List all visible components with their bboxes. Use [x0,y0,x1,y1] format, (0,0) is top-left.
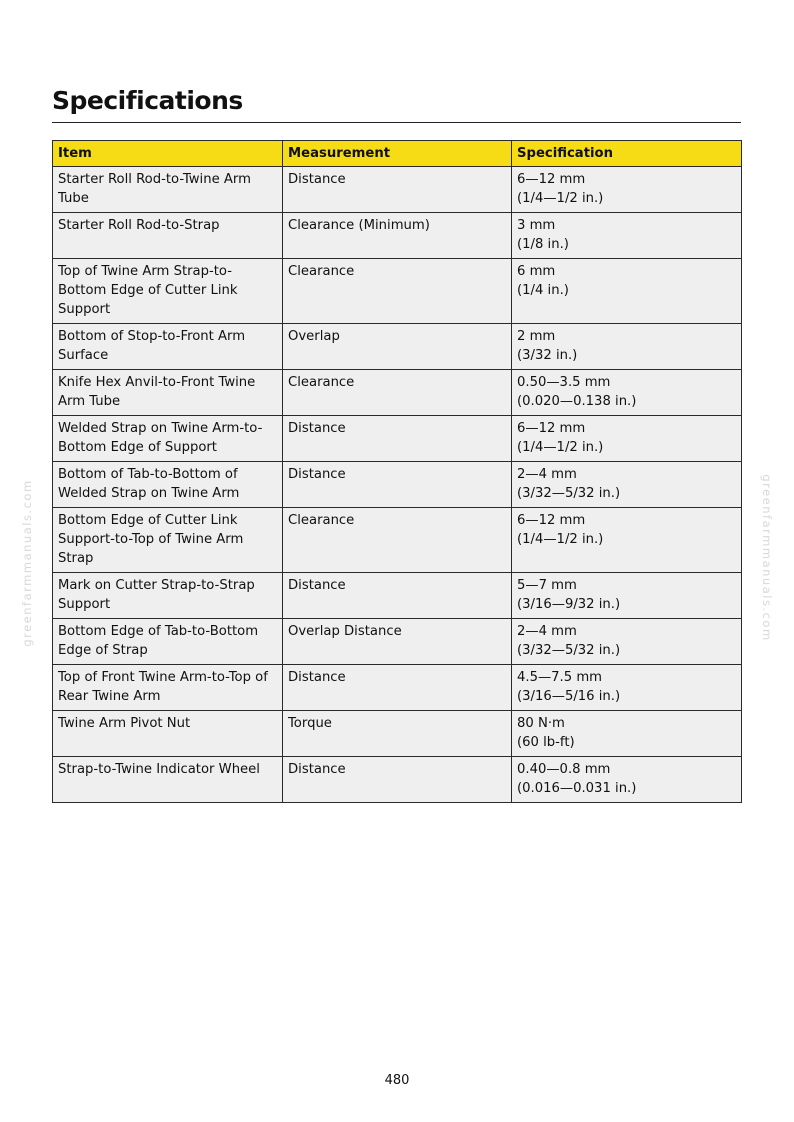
cell-specification [512,167,742,213]
cell-item-line: Mark on Cutter Strap-to-Strap [58,578,255,593]
cell-item [53,259,283,324]
cell-item [53,213,283,259]
cell-specification-line: 5—7 mm [517,578,577,593]
cell-item-line: Bottom Edge of Cutter Link [58,283,238,298]
cell-measurement: Clearance [283,370,512,416]
table-row [53,416,742,462]
cell-specification [512,573,742,619]
cell-item-line: Twine Arm Pivot Nut [58,716,191,731]
cell-specification-line: 2—4 mm [517,467,577,482]
cell-specification-line: 80 N·m [517,716,565,731]
cell-specification-line: 6—12 mm [517,172,586,187]
cell-item [53,167,283,213]
header-specification: Specification [512,141,742,167]
cell-specification-line: (3/16—5/16 in.) [517,689,621,704]
cell-item-line: Bottom Edge of Cutter Link [58,513,238,528]
cell-item-line: Tube [58,191,89,206]
cell-item-line: Starter Roll Rod-to-Twine Arm [58,172,251,187]
table-row [53,711,742,757]
cell-specification [512,213,742,259]
cell-item [53,462,283,508]
cell-specification [512,757,742,803]
cell-item-line: Bottom of Stop-to-Front Arm [58,329,246,344]
cell-specification [512,416,742,462]
cell-measurement: Distance [283,167,512,213]
cell-item [53,711,283,757]
cell-item-line: Bottom Edge of Tab-to-Bottom [58,624,259,639]
cell-specification-line: 6 mm [517,264,556,279]
cell-item [53,416,283,462]
table-row [53,665,742,711]
cell-specification-line: 0.40—0.8 mm [517,762,611,777]
table-row [53,619,742,665]
cell-item-line: Top of Twine Arm Strap-to- [58,264,232,279]
cell-item-line: Bottom of Tab-to-Bottom of [58,467,238,482]
cell-specification-line: 2 mm [517,329,556,344]
cell-measurement: Torque [283,711,512,757]
cell-specification-line: (3/32—5/32 in.) [517,486,621,501]
cell-specification [512,508,742,573]
cell-item-line: Edge of Strap [58,643,148,658]
table-row [53,508,742,573]
cell-measurement: Clearance [283,508,512,573]
cell-item-line: Strap [58,551,94,566]
cell-specification-line: (60 lb-ft) [517,735,575,750]
header-item: Item [53,141,283,167]
table-body [53,167,742,803]
cell-specification-line: 6—12 mm [517,421,586,436]
cell-specification-line: (1/4—1/2 in.) [517,440,604,455]
table-row [53,757,742,803]
watermark-right: greenfarmmanuals.com [760,474,774,642]
cell-measurement: Distance [283,462,512,508]
cell-item [53,665,283,711]
cell-specification-line: (3/32—5/32 in.) [517,643,621,658]
page-number: 480 [384,1073,410,1088]
cell-item [53,573,283,619]
cell-item-line: Rear Twine Arm [58,689,161,704]
table-row [53,462,742,508]
cell-specification-line: (1/4 in.) [517,283,569,298]
table-row [53,573,742,619]
cell-specification-line: (3/32 in.) [517,348,578,363]
cell-item-line: Arm Tube [58,394,121,409]
cell-specification [512,259,742,324]
cell-specification [512,711,742,757]
cell-measurement: Distance [283,665,512,711]
cell-measurement: Distance [283,757,512,803]
specifications-table [52,140,742,803]
cell-measurement: Distance [283,416,512,462]
table-row [53,167,742,213]
cell-item-line: Support [58,302,111,317]
cell-specification-line: (1/4—1/2 in.) [517,191,604,206]
cell-item-line: Starter Roll Rod-to-Strap [58,218,220,233]
cell-specification-line: (1/4—1/2 in.) [517,532,604,547]
cell-specification-line: 3 mm [517,218,556,233]
table-row [53,259,742,324]
cell-item-line: Support [58,597,111,612]
cell-specification-line: (0.016—0.031 in.) [517,781,637,796]
cell-specification-line: (0.020—0.138 in.) [517,394,637,409]
cell-measurement: Overlap [283,324,512,370]
cell-specification [512,370,742,416]
cell-measurement: Overlap Distance [283,619,512,665]
cell-measurement: Clearance [283,259,512,324]
cell-specification-line: (1/8 in.) [517,237,569,252]
cell-measurement: Clearance (Minimum) [283,213,512,259]
table-row [53,370,742,416]
header-measurement: Measurement [283,141,512,167]
cell-item [53,619,283,665]
cell-item-line: Welded Strap on Twine Arm-to- [58,421,263,436]
table-row [53,213,742,259]
title-divider [52,122,741,123]
cell-item-line: Top of Front Twine Arm-to-Top of [58,670,268,685]
cell-specification [512,462,742,508]
cell-specification-line: 0.50—3.5 mm [517,375,611,390]
cell-item-line: Welded Strap on Twine Arm [58,486,240,501]
cell-specification [512,619,742,665]
table-header-row [53,141,742,167]
watermark-left: greenfarmmanuals.com [20,479,34,647]
cell-item [53,324,283,370]
table-row [53,324,742,370]
cell-specification-line: (3/16—9/32 in.) [517,597,621,612]
cell-item-line: Support-to-Top of Twine Arm [58,532,244,547]
cell-specification [512,324,742,370]
cell-measurement: Distance [283,573,512,619]
cell-specification-line: 4.5—7.5 mm [517,670,603,685]
cell-item-line: Bottom Edge of Support [58,440,217,455]
cell-specification [512,665,742,711]
cell-item-line: Strap-to-Twine Indicator Wheel [58,762,260,777]
cell-specification-line: 6—12 mm [517,513,586,528]
cell-specification-line: 2—4 mm [517,624,577,639]
cell-item [53,757,283,803]
cell-item [53,370,283,416]
page-title: Specifications [52,86,243,115]
cell-item-line: Surface [58,348,109,363]
cell-item [53,508,283,573]
cell-item-line: Knife Hex Anvil-to-Front Twine [58,375,256,390]
